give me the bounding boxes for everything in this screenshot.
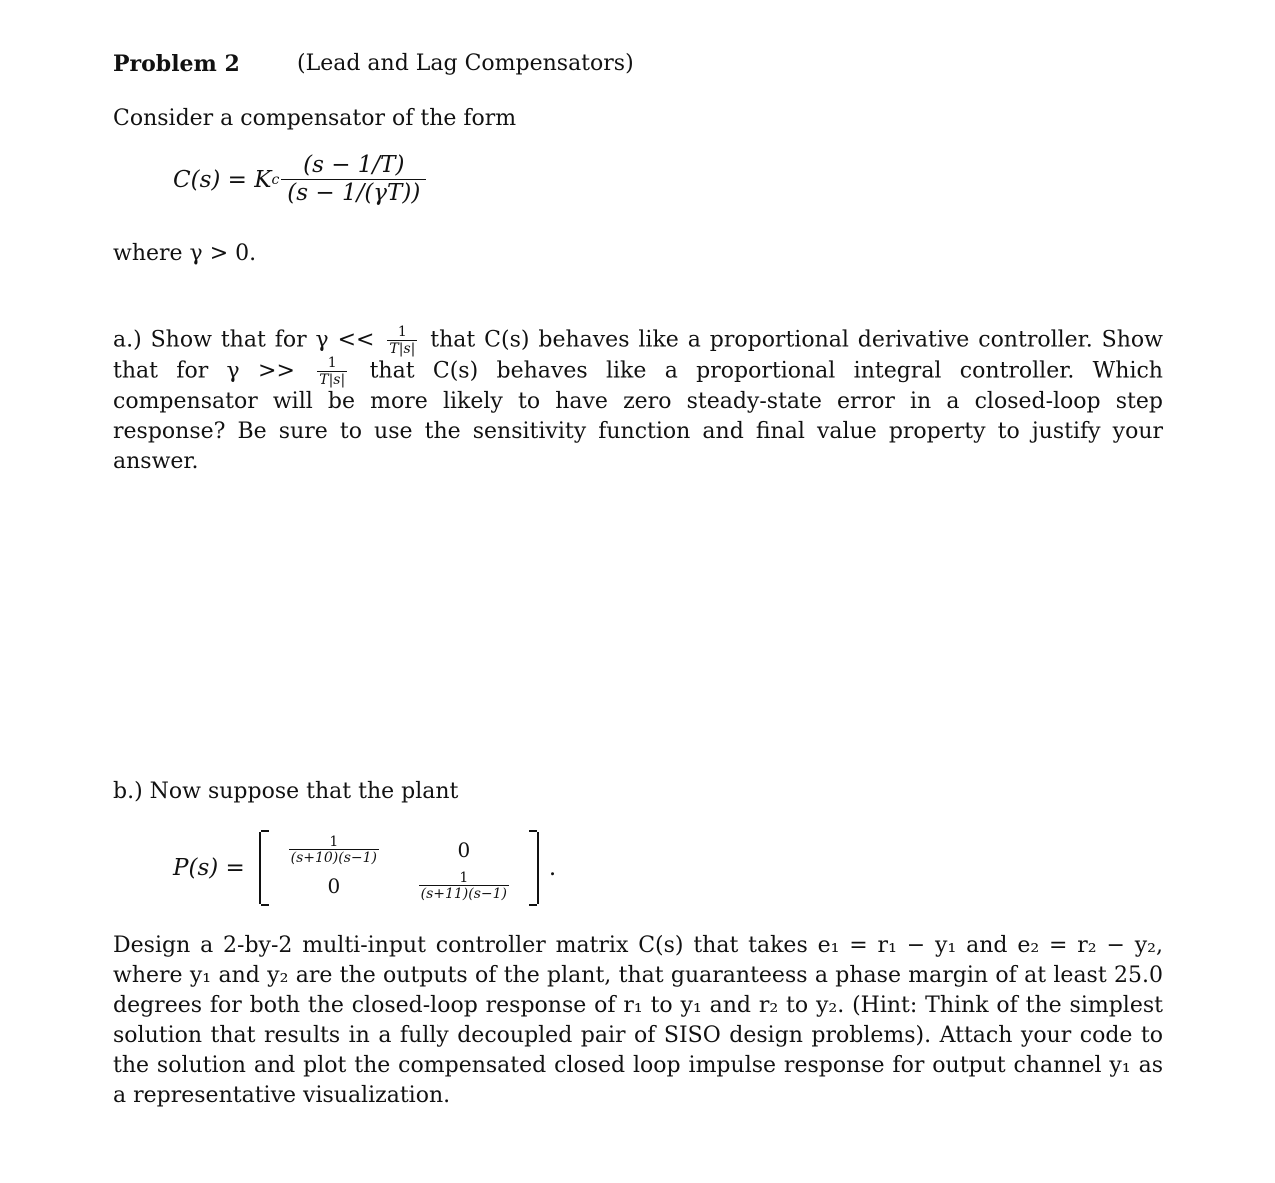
part-a-fraction-1 [387,325,417,356]
problem-label: Problem 2 [113,51,240,77]
matrix-cell-12: 0 [457,838,471,862]
part-a-mid: that C(s) behaves like a proportional derivative controller. Show that for γ >> [113,327,1163,384]
intro-sentence: Consider a compensator of the form [113,106,517,131]
equation-fraction [281,152,426,207]
part-b-design-paragraph: Design a 2-by-2 multi-input controller matrix C(s) that takes e₁ = r₁ − y₁ and e₂ = r₂ − y₂, where y₁ and y₂ are the outputs of the plant, that guaranteess a phase margin of at least 25.0 degrees for both the closed-loop response of r₁ to y₁ and r₂ to y₂. (Hint: Think of the simplest solution that results in a fully decoupled pair of SISO design problems). Attach your code to the solution and plot the compensated closed loop impulse response for output channel y₁ as a representative visualization. [113,933,1163,1108]
part-a-fraction-2-den: T|s| [319,372,346,388]
matrix-cell-22-den: (s+11)(s−1) [420,886,508,902]
part-b-lead: b.) Now suppose that the plant [113,779,459,804]
compensator-equation [173,152,426,207]
matrix-cell-11-den: (s+10)(s−1) [290,850,378,866]
part-a-fraction-1-den: T|s| [389,341,416,357]
plant-matrix [259,832,539,904]
problem-page [113,0,1163,1183]
problem-topic: (Lead and Lag Compensators) [297,51,634,76]
part-a-fraction-2-num: 1 [327,355,337,371]
where-clause: where γ > 0. [113,241,257,266]
part-a-paragraph [113,325,1163,477]
matrix-cell-21: 0 [327,874,341,898]
matrix-cell-11 [289,835,379,865]
equation-lhs: C(s) = K [173,166,272,193]
matrix-cell-22-num: 1 [459,870,469,886]
equation-subscript: c [271,171,280,188]
plant-equation-period: . [548,855,557,881]
equation-numerator: (s − 1/T) [303,152,405,178]
part-a-rest: that C(s) behaves like a proportional integral controller. Which compensator will be more likely to have zero steady-state error in a closed-loop step response? Be sure to use the sensitivity function and final value property to justify your answer. [113,358,1163,474]
part-a-lead: a.) Show that for γ << [113,327,375,353]
plant-equation [173,832,556,904]
part-a-fraction-1-num: 1 [397,324,407,340]
matrix-cell-22 [419,871,509,901]
plant-lhs: P(s) = [173,855,245,881]
matrix-cell-11-num: 1 [329,834,339,850]
part-a-fraction-2 [317,356,347,387]
equation-denominator: (s − 1/(γT)) [281,179,426,207]
